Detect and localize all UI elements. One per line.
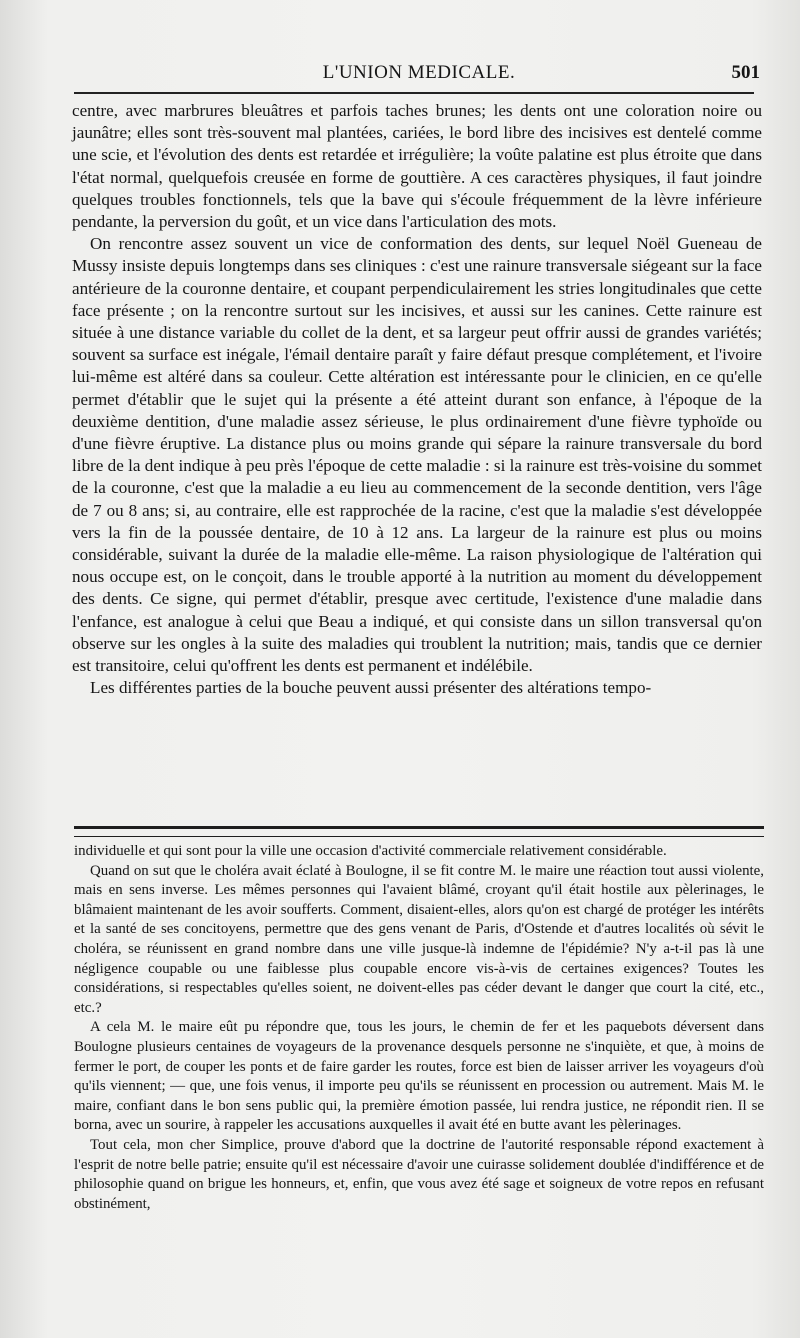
page-number: 501 [731, 62, 760, 83]
main-text [72, 100, 762, 699]
feuilleton-paragraph: A cela M. le maire eût pu répondre que, tous les jours, le chemin de fer et les paquebots déversent dans Boulogne plusieurs centaines de voyageurs de la provenance desquels personne ne s'inquiète, et que, à moins de fermer le port, de couper les ponts et de faire garder les routes, force est bien de laisser arriver les voyageurs d'où qu'ils viennent; — que, une fois venus, il importe peu qu'ils se réunissent en procession ou autrement. Mais M. le maire, confiant dans le bon sens public qui, la première émotion passée, lui rendra justice, ne répondit rien. Il se borna, avec un sourire, à rappeler les accusations auxquelles il avait été en butte avant les pèlerinages. [74, 1019, 764, 1134]
main-paragraph: centre, avec marbrures bleuâtres et parfois taches brunes; les dents ont une coloration noire ou jaunâtre; elles sont très-souvent mal plantées, cariées, le bord libre des incisives est dentelé comme une scie, et l'évolution des dents est retardée et irrégulière; la voûte palatine est plus étroite que dans l'état normal, quelquefois creusée en forme de gouttière. A ces caractères physiques, il faut joindre quelques troubles fonctionnels, tels que la bave qui s'écoule fréquemment de la lèvre inférieure pendante, la perversion du goût, et un vice dans l'articulation des mots. [72, 101, 762, 232]
running-title: L'UNION MEDICALE. [322, 62, 516, 83]
main-paragraph: On rencontre assez souvent un vice de conformation des dents, sur lequel Noël Gueneau de Mussy insiste depuis longtemps dans ses cliniques : c'est une rainure transversale siégeant sur la face antérieure de la couronne dentaire, et coupant perpendiculairement les stries longitudinales que cette face présente ; on la rencontre surtout sur les incisives, et aussi sur les canines. Cette rainure est située à une distance variable du collet de la dent, et sa largeur peut offrir aussi de grandes variétés; souvent sa surface est inégale, l'émail dentaire paraît y faire défaut presque complétement, et l'ivoire lui-même est altéré dans sa couleur. Cette altération est intéressante pour le clinicien, en ce qu'elle permet d'établir que le sujet qui la présente a été atteint durant son enfance, à l'époque de la deuxième dentition, d'une maladie assez sérieuse, le plus ordinairement d'une fièvre typhoïde ou d'une fièvre éruptive. La distance plus ou moins grande qui sépare la rainure transversale du bord libre de la dent indique à peu près l'époque de cette maladie : si la rainure est très-voisine du sommet de la couronne, c'est que la maladie a eu lieu au commencement de la seconde dentition, vers l'âge de 7 ou 8 ans; si, au contraire, elle est rapprochée de la racine, c'est que la maladie s'est développée vers la fin de la poussée dentaire, de 10 à 12 ans. La largeur de la rainure est plus ou moins considérable, suivant la durée de la maladie elle-même. La raison physiologique de l'altération qui nous occupe est, on le conçoit, dans le trouble apporté à la nutrition au moment du développement des dents. Ce signe, qui permet d'établir, presque avec certitude, l'existence d'une maladie dans l'enfance, est analogue à celui que Beau a indiqué, et qui consiste dans un sillon transversal qu'on observe sur les ongles à la suite des maladies qui troublent la nutrition; mais, tandis que ce dernier est transitoire, celui qu'offrent les dents est permanent et indélébile. [72, 234, 762, 676]
page-header [74, 58, 764, 88]
feuilleton-paragraph: Quand on sut que le choléra avait éclaté à Boulogne, il se fit contre M. le maire une réaction tout aussi violente, mais en sens inverse. Les mêmes personnes qui l'avaient blâmé, croyant qu'il était hostile aux pèlerinages, le blâmaient maintenant de les avoir soufferts. Comment, disaient-elles, alors qu'on est chargé de protéger les intérêts et la santé de ses concitoyens, permettre que des gens venant de Paris, d'Ostende et d'autres localités où sévit le choléra, se réunissent en grand nombre dans une ville jusque-là indemne de l'épidémie? N'y a-t-il pas là une négligence coupable ou une faiblesse plus coupable encore vis-à-vis de certaines exigences? Toutes les considérations, si respectables qu'elles soient, ne doivent-elles pas céder devant le danger que court la cité, etc., etc.? [74, 862, 764, 1016]
feuilleton-paragraph: individuelle et qui sont pour la ville une occasion d'activité commerciale relativement considérable. [74, 843, 667, 859]
feuilleton-text [74, 842, 764, 1214]
main-paragraph: Les différentes parties de la bouche peuvent aussi présenter des altérations tempo- [90, 678, 652, 698]
feuilleton-paragraph: Tout cela, mon cher Simplice, prouve d'abord que la doctrine de l'autorité responsable répond exactement à l'esprit de notre belle patrie; ensuite qu'il est nécessaire d'avoir une cuirasse solidement doublée d'indifférence et de philosophie quand on brigue les honneurs, et, enfin, que vous avez été sage et soigneux de votre repos en refusant obstinément, [74, 1136, 764, 1212]
feuilleton-separator [74, 826, 764, 837]
header-rule [74, 92, 754, 94]
